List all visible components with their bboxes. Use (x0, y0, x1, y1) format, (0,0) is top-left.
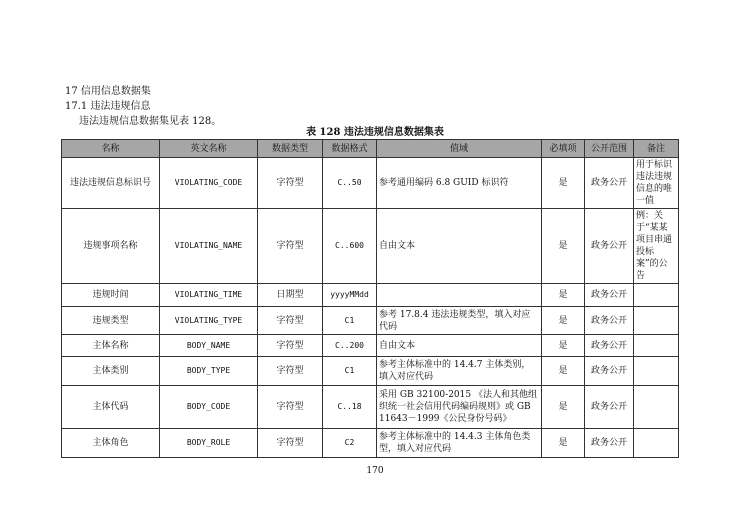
cell-data-type: 字符型 (258, 335, 323, 357)
cell-english-name: BODY_NAME (160, 335, 258, 357)
cell-name: 违规事项名称 (62, 209, 160, 284)
cell-scope: 政务公开 (585, 429, 634, 458)
cell-scope: 政务公开 (585, 307, 634, 335)
cell-data-format: yyyyMMdd (323, 284, 377, 307)
cell-name: 违规类型 (62, 307, 160, 335)
header-english-name: 英文名称 (160, 140, 258, 158)
cell-data-type: 日期型 (258, 284, 323, 307)
table-row (62, 307, 679, 335)
cell-english-name: VIOLATING_CODE (160, 158, 258, 209)
cell-value-domain: 采用 GB 32100-2015 《法人和其他组织统一社会信用代码编码规则》或 GB 11643－1999《公民身份号码》 (377, 386, 542, 429)
cell-data-type: 字符型 (258, 209, 323, 284)
cell-data-format: C2 (323, 429, 377, 458)
cell-scope: 政务公开 (585, 284, 634, 307)
cell-data-format: C..18 (323, 386, 377, 429)
cell-scope: 政务公开 (585, 209, 634, 284)
header-data-type: 数据类型 (258, 140, 323, 158)
subsection-heading: 17.1 违法违规信息 (65, 101, 151, 112)
table-row (62, 209, 679, 284)
cell-required: 是 (542, 335, 585, 357)
cell-note (634, 357, 679, 386)
cell-note: 用于标识违法违规信息的唯一值 (634, 158, 679, 209)
cell-required: 是 (542, 158, 585, 209)
intro-text: 违法违规信息数据集见表 128。 (79, 116, 222, 127)
cell-note (634, 335, 679, 357)
cell-data-format: C..200 (323, 335, 377, 357)
cell-required: 是 (542, 209, 585, 284)
page-number: 170 (366, 466, 384, 476)
cell-scope: 政务公开 (585, 158, 634, 209)
header-scope: 公开范围 (585, 140, 634, 158)
header-data-format: 数据格式 (323, 140, 377, 158)
cell-english-name: BODY_TYPE (160, 357, 258, 386)
cell-note: 例：关于“某某项目串通投标案”的公告 (634, 209, 679, 284)
table-row (62, 158, 679, 209)
header-note: 备注 (634, 140, 679, 158)
cell-scope: 政务公开 (585, 357, 634, 386)
table-row (62, 386, 679, 429)
cell-note (634, 284, 679, 307)
cell-value-domain: 自由文本 (377, 335, 542, 357)
cell-data-format: C1 (323, 357, 377, 386)
cell-value-domain: 参考主体标准中的 14.4.3 主体角色类型，填入对应代码 (377, 429, 542, 458)
cell-note (634, 429, 679, 458)
cell-note (634, 386, 679, 429)
cell-scope: 政务公开 (585, 386, 634, 429)
cell-english-name: VIOLATING_TYPE (160, 307, 258, 335)
cell-data-type: 字符型 (258, 307, 323, 335)
cell-value-domain: 参考通用编码 6.8 GUID 标识符 (377, 158, 542, 209)
header-required: 必填项 (542, 140, 585, 158)
cell-data-type: 字符型 (258, 429, 323, 458)
cell-required: 是 (542, 307, 585, 335)
table-header-row (62, 140, 679, 158)
cell-required: 是 (542, 386, 585, 429)
cell-english-name: BODY_ROLE (160, 429, 258, 458)
cell-note (634, 307, 679, 335)
cell-data-type: 字符型 (258, 386, 323, 429)
cell-required: 是 (542, 284, 585, 307)
cell-english-name: BODY_CODE (160, 386, 258, 429)
cell-data-type: 字符型 (258, 357, 323, 386)
data-table (61, 139, 679, 458)
cell-english-name: VIOLATING_TIME (160, 284, 258, 307)
section-heading: 17 信用信息数据集 (65, 86, 151, 97)
cell-required: 是 (542, 357, 585, 386)
cell-value-domain: 自由文本 (377, 209, 542, 284)
table-row (62, 357, 679, 386)
cell-name: 违法违规信息标识号 (62, 158, 160, 209)
table-row (62, 335, 679, 357)
cell-data-format: C..600 (323, 209, 377, 284)
cell-english-name: VIOLATING_NAME (160, 209, 258, 284)
cell-value-domain (377, 284, 542, 307)
cell-value-domain: 参考主体标准中的 14.4.7 主体类别，填入对应代码 (377, 357, 542, 386)
cell-scope: 政务公开 (585, 335, 634, 357)
table-row (62, 429, 679, 458)
table-row (62, 284, 679, 307)
header-name: 名称 (62, 140, 160, 158)
cell-value-domain: 参考 17.8.4 违法违规类型，填入对应代码 (377, 307, 542, 335)
cell-required: 是 (542, 429, 585, 458)
cell-data-format: C1 (323, 307, 377, 335)
cell-name: 主体角色 (62, 429, 160, 458)
cell-data-format: C..50 (323, 158, 377, 209)
cell-name: 主体名称 (62, 335, 160, 357)
cell-data-type: 字符型 (258, 158, 323, 209)
cell-name: 违规时间 (62, 284, 160, 307)
header-value-domain: 值域 (377, 140, 542, 158)
cell-name: 主体类别 (62, 357, 160, 386)
cell-name: 主体代码 (62, 386, 160, 429)
table-caption: 表 128 违法违规信息数据集表 (306, 127, 444, 138)
